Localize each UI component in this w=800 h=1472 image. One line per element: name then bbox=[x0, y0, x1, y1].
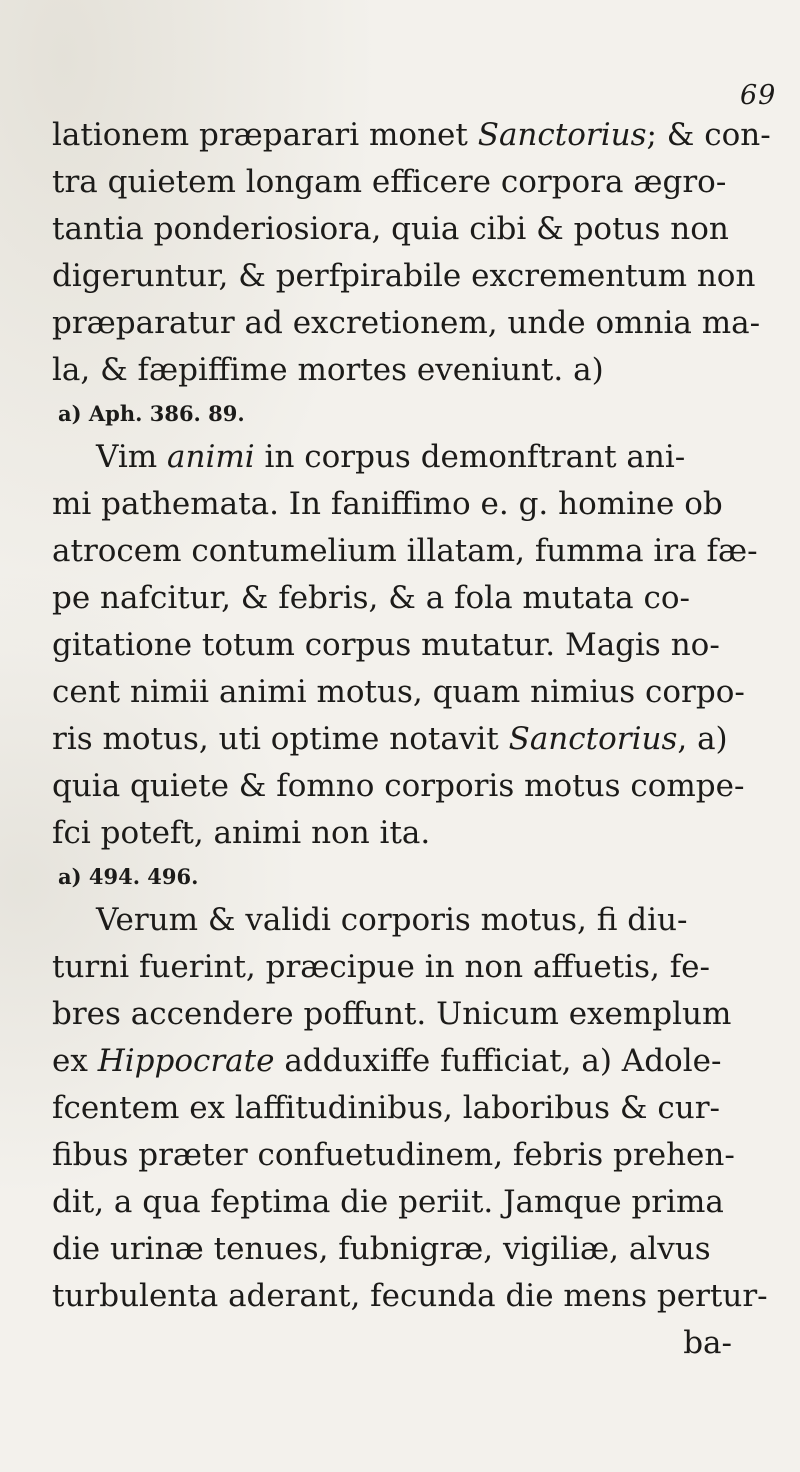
text-line bbox=[52, 991, 772, 1038]
text-segment: atrocem contumelium illatam, fumma ira fæ- bbox=[52, 533, 758, 569]
text-line bbox=[52, 1226, 772, 1273]
text-segment: , a) bbox=[677, 721, 728, 757]
text-segment: bres accendere poffunt. Unicum exemplum bbox=[52, 996, 732, 1032]
paragraph bbox=[52, 434, 772, 897]
text-segment: tantia ponderiosiora, quia cibi & potus non bbox=[52, 211, 729, 247]
text-segment: turbulenta aderant, fecunda die mens pertur- bbox=[52, 1278, 768, 1314]
text-segment: pe nafcitur, & febris, & a fola mutata co- bbox=[52, 580, 691, 616]
text-segment: fci poteft, animi non ita. bbox=[52, 815, 431, 851]
paragraph bbox=[52, 112, 772, 434]
text-segment: digeruntur, & perfpirabile excrementum non bbox=[52, 258, 756, 294]
text-line bbox=[52, 1179, 772, 1226]
text-segment: Vim bbox=[96, 439, 168, 475]
text-segment: quia quiete & fomno corporis motus compe- bbox=[52, 768, 745, 804]
text-line bbox=[52, 575, 772, 622]
text-line bbox=[52, 1273, 772, 1320]
text-segment: Verum & validi corporis motus, fi diu- bbox=[96, 902, 688, 938]
text-segment: ris motus, uti optime notavit bbox=[52, 721, 509, 757]
italic-name: Sanctorius bbox=[477, 117, 647, 153]
text-line bbox=[52, 300, 772, 347]
text-segment: tra quietem longam efficere corpora ægro- bbox=[52, 164, 727, 200]
text-line bbox=[52, 810, 772, 857]
text-line bbox=[52, 112, 772, 159]
text-segment: gitatione totum corpus mutatur. Magis no- bbox=[52, 627, 720, 663]
text-line bbox=[52, 897, 772, 944]
text-line bbox=[52, 347, 772, 394]
text-line bbox=[52, 1038, 772, 1085]
text-segment: ex bbox=[52, 1043, 98, 1079]
text-segment: turni fuerint, præcipue in non affuetis, fe- bbox=[52, 949, 710, 985]
text-line bbox=[52, 528, 772, 575]
text-segment: fcentem ex laffitudinibus, laboribus & cur- bbox=[52, 1090, 720, 1126]
page-number: 69 bbox=[740, 80, 777, 111]
text-segment: ; & con- bbox=[646, 117, 771, 153]
paragraph bbox=[52, 897, 772, 1320]
text-segment: la, & fæpiffime mortes eveniunt. a) bbox=[52, 352, 604, 388]
text-line bbox=[52, 622, 772, 669]
text-line bbox=[52, 434, 772, 481]
text-segment: die urinæ tenues, fubnigræ, vigiliæ, alvus bbox=[52, 1231, 711, 1267]
text-segment: mi pathemata. In faniffimo e. g. homine ob bbox=[52, 486, 723, 522]
text-line bbox=[52, 1085, 772, 1132]
text-line bbox=[52, 206, 772, 253]
text-line bbox=[52, 763, 772, 810]
text-body bbox=[52, 112, 772, 1367]
footnote: a) Aph. 386. 89. bbox=[58, 401, 245, 426]
paragraph-container bbox=[52, 112, 772, 1320]
text-line bbox=[52, 481, 772, 528]
text-segment: cent nimii animi motus, quam nimius corpo- bbox=[52, 674, 745, 710]
text-line bbox=[52, 716, 772, 763]
italic-name: Hippocrate bbox=[97, 1043, 275, 1079]
text-segment: fibus præter confuetudinem, febris prehen- bbox=[52, 1137, 735, 1173]
text-segment: in corpus demonftrant ani- bbox=[254, 439, 686, 475]
text-segment: adduxiffe fufficiat, a) Adole- bbox=[274, 1043, 722, 1079]
text-segment: dit, a qua feptima die periit. Jamque prima bbox=[52, 1184, 724, 1220]
text-line bbox=[52, 1132, 772, 1179]
text-line bbox=[52, 944, 772, 991]
footnote: a) 494. 496. bbox=[58, 864, 199, 889]
italic-name: animi bbox=[167, 439, 255, 475]
text-segment: lationem præparari monet bbox=[52, 117, 478, 153]
text-line bbox=[52, 253, 772, 300]
catchword: ba- bbox=[683, 1325, 732, 1361]
text-segment: præparatur ad excretionem, unde omnia ma- bbox=[52, 305, 761, 341]
text-line bbox=[52, 669, 772, 716]
text-line bbox=[52, 159, 772, 206]
italic-name: Sanctorius bbox=[508, 721, 678, 757]
